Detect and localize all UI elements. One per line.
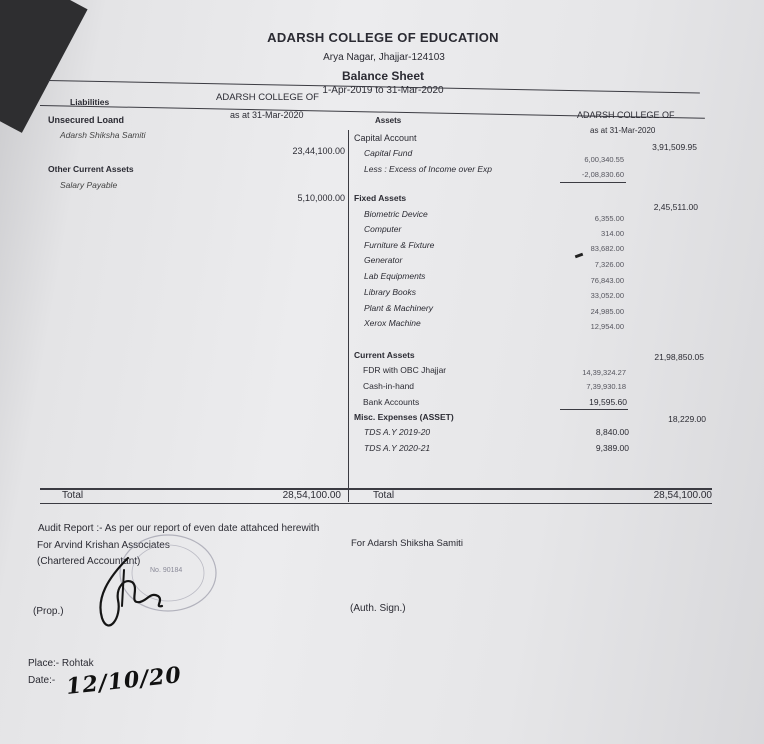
fixed-value: 33,052.00: [590, 291, 624, 300]
asset-total-capital: 3,91,509.95: [652, 142, 697, 152]
fixed-item: Computer: [364, 224, 402, 234]
assets-col-org: ADARSH COLLEGE OF: [577, 110, 675, 120]
fixed-item: Xerox Machine: [364, 318, 421, 328]
liability-group-unsecured: Unsecured Loand: [48, 115, 125, 125]
date-label: Date:-: [28, 675, 56, 686]
asset-total-fixed: 2,45,511.00: [653, 202, 698, 212]
fixed-value: 6,355.00: [594, 214, 624, 223]
liabilities-total-value: 28,54,100.00: [282, 490, 341, 501]
liability-item-salary: Salary Payable: [60, 180, 118, 190]
current-value: 7,39,930.18: [586, 382, 626, 391]
assets-total-label: Total: [373, 490, 395, 501]
current-subtotal-rule: [560, 409, 628, 410]
asset-group-current: Current Assets: [354, 350, 415, 360]
misc-value: 8,840.00: [595, 427, 629, 437]
capital-value-less: -2,08,830.60: [581, 170, 624, 179]
capital-item-fund: Capital Fund: [364, 148, 413, 158]
rule-divider: [348, 130, 349, 502]
assets-total-value: 28,54,100.00: [653, 490, 712, 501]
liabilities-total-label: Total: [62, 490, 84, 501]
for-samiti: For Adarsh Shiksha Samiti: [351, 538, 463, 549]
fixed-item: Lab Equipments: [364, 271, 426, 281]
fixed-value: 24,985.00: [590, 307, 624, 316]
auth-sign-label: (Auth. Sign.): [350, 603, 406, 614]
org-address: Arya Nagar, Jhajjar-124103: [323, 52, 445, 63]
fixed-item: Furniture & Fixture: [364, 240, 435, 250]
liabilities-heading: Liabilities: [70, 97, 110, 107]
asset-total-misc: 18,229.00: [668, 414, 706, 424]
liability-total-other: 5,10,000.00: [297, 193, 345, 203]
pen-mark: [575, 253, 584, 259]
current-value: 14,39,324.27: [582, 368, 626, 377]
asset-group-misc: Misc. Expenses (ASSET): [354, 412, 454, 422]
fixed-item: Plant & Machinery: [364, 303, 433, 313]
fixed-value: 314.00: [601, 229, 624, 238]
capital-value-fund: 6,00,340.55: [584, 155, 624, 164]
fixed-value: 76,843.00: [590, 276, 624, 285]
capital-item-less: Less : Excess of Income over Exp: [364, 164, 493, 174]
liability-item-samiti: Adarsh Shiksha Samiti: [60, 130, 146, 140]
liabilities-col-date: as at 31-Mar-2020: [230, 110, 304, 120]
current-item: FDR with OBC Jhajjar: [363, 365, 447, 375]
misc-item: TDS A.Y 2020-21: [364, 443, 431, 453]
org-title: ADARSH COLLEGE OF EDUCATION: [267, 30, 499, 45]
auditor-firm: For Arvind Krishan Associates: [37, 540, 170, 551]
auditor-type: (Chartered Accountant): [37, 556, 141, 567]
assets-col-date: as at 31-Mar-2020: [590, 126, 656, 135]
misc-item: TDS A.Y 2019-20: [364, 427, 431, 437]
liability-total-unsecured: 23,44,100.00: [292, 146, 345, 156]
fixed-value: 83,682.00: [590, 244, 624, 253]
assets-heading: Assets: [375, 116, 402, 125]
fixed-item: Library Books: [364, 287, 416, 297]
current-item: Cash-in-hand: [363, 381, 415, 391]
prop-label: (Prop.): [33, 606, 64, 617]
stamp-number: No. 90184: [150, 567, 183, 574]
fixed-item: Generator: [364, 255, 403, 265]
capital-subtotal-rule: [560, 182, 626, 183]
handwritten-date: 12/10/20: [64, 662, 183, 700]
liability-group-other: Other Current Assets: [48, 164, 134, 174]
asset-total-current: 21,98,850.05: [654, 352, 704, 362]
current-item: Bank Accounts: [363, 397, 420, 407]
rule-total-bottom: [40, 503, 712, 504]
liabilities-col-org: ADARSH COLLEGE OF: [216, 92, 319, 103]
current-value: 19,595.60: [589, 397, 627, 407]
fixed-value: 12,954.00: [590, 322, 624, 331]
doc-title: Balance Sheet: [341, 69, 425, 83]
asset-group-capital: Capital Account: [354, 133, 417, 143]
audit-report: Audit Report :- As per our report of even date attahced herewith: [38, 523, 320, 534]
fixed-value: 7,326.00: [594, 260, 624, 269]
fixed-item: Biometric Device: [364, 209, 428, 219]
asset-group-fixed: Fixed Assets: [354, 193, 407, 203]
auditor-signature: [88, 548, 188, 648]
misc-value: 9,389.00: [595, 443, 629, 453]
place-label: Place:- Rohtak: [28, 658, 94, 669]
doc-period: 1-Apr-2019 to 31-Mar-2020: [322, 85, 444, 96]
